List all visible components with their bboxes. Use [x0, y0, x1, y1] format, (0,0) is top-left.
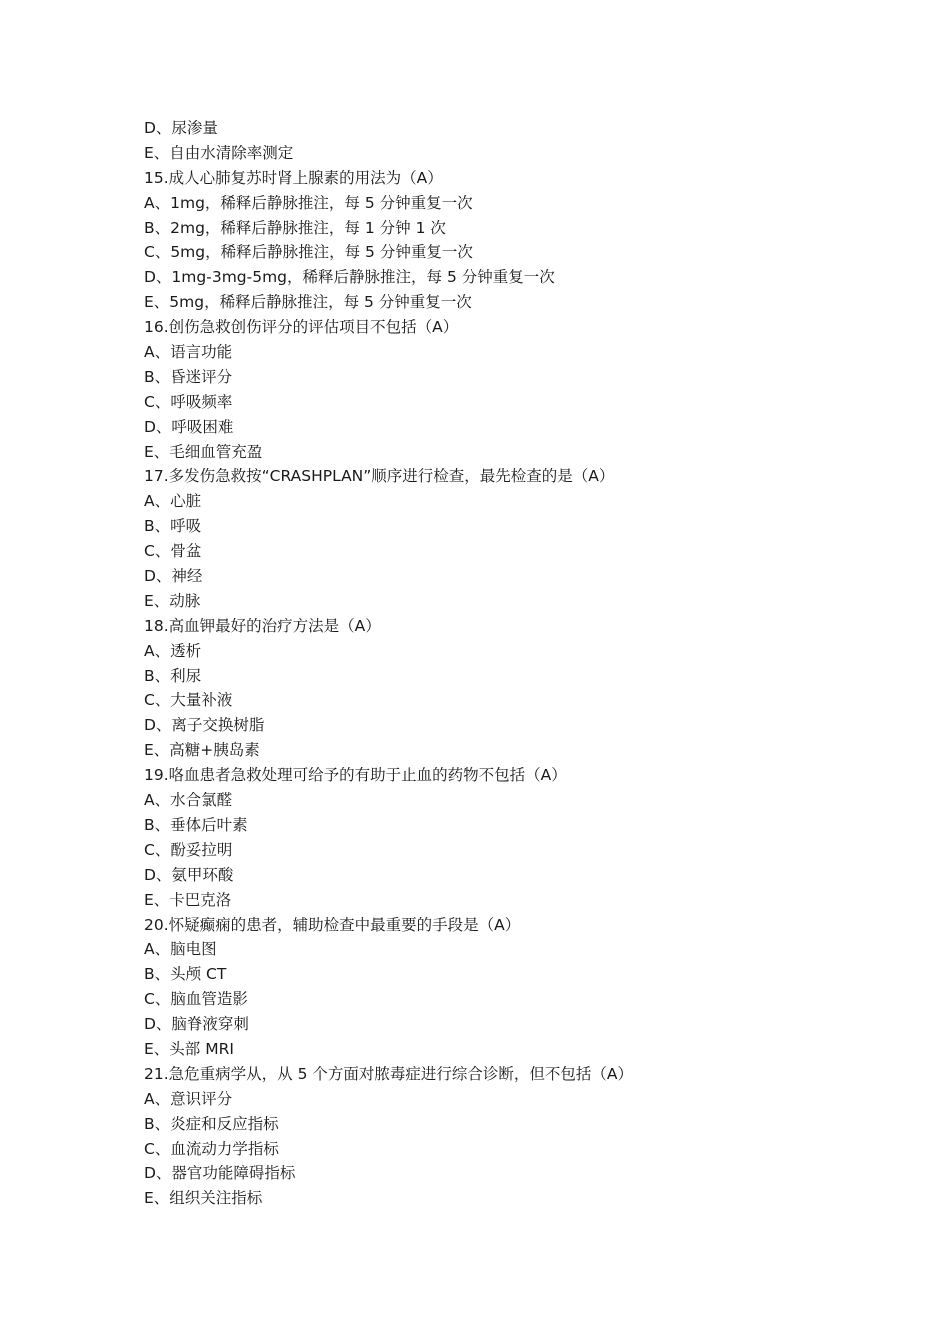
option-line: D、脑脊液穿刺: [144, 1015, 249, 1034]
option-line: E、5mg，稀释后静脉推注，每 5 分钟重复一次: [144, 293, 472, 312]
option-line: C、血流动力学指标: [144, 1139, 279, 1158]
option-line: B、头颅 CT: [144, 965, 227, 984]
option-line: C、呼吸频率: [144, 392, 233, 411]
option-line: B、垂体后叶素: [144, 815, 248, 834]
question-line: 21.急危重病学从，从 5 个方面对脓毒症进行综合诊断，但不包括（A）: [144, 1064, 633, 1083]
option-line: D、1mg-3mg-5mg，稀释后静脉推注，每 5 分钟重复一次: [144, 268, 555, 287]
option-line: D、器官功能障碍指标: [144, 1164, 296, 1183]
question-line: 19.咯血患者急救处理可给予的有助于止血的药物不包括（A）: [144, 766, 567, 785]
question-line: 20.怀疑癫痫的患者，辅助检查中最重要的手段是（A）: [144, 915, 521, 934]
option-line: A、水合氯醛: [144, 791, 233, 810]
option-line: A、透析: [144, 641, 202, 660]
option-line: E、毛细血管充盈: [144, 442, 263, 461]
option-line: D、离子交换树脂: [144, 716, 265, 735]
option-line: E、组织关注指标: [144, 1189, 263, 1208]
document-body: [144, 116, 844, 1211]
question-line: 18.高血钾最好的治疗方法是（A）: [144, 616, 381, 635]
question-line: 15.成人心肺复苏时肾上腺素的用法为（A）: [144, 168, 443, 187]
option-line: A、语言功能: [144, 343, 233, 362]
option-line: E、头部 MRI: [144, 1039, 234, 1058]
option-line: E、卡巴克洛: [144, 890, 232, 909]
option-line: C、大量补液: [144, 691, 233, 710]
option-line: A、心脏: [144, 492, 202, 511]
option-line: E、动脉: [144, 591, 201, 610]
option-line: B、2mg，稀释后静脉推注，每 1 分钟 1 次: [144, 218, 446, 237]
option-line: E、自由水清除率测定: [144, 143, 294, 162]
option-line: D、呼吸困难: [144, 417, 234, 436]
question-line: 17.多发伤急救按“CRASHPLAN”顺序进行检查，最先检查的是（A）: [144, 467, 615, 486]
option-line: A、意识评分: [144, 1089, 233, 1108]
option-line: B、炎症和反应指标: [144, 1114, 279, 1133]
option-line: B、昏迷评分: [144, 367, 233, 386]
option-line: B、利尿: [144, 666, 202, 685]
option-line: A、1mg，稀释后静脉推注，每 5 分钟重复一次: [144, 193, 473, 212]
option-line: C、脑血管造影: [144, 990, 248, 1009]
option-line: B、呼吸: [144, 517, 202, 536]
option-line: C、骨盆: [144, 542, 202, 561]
option-line: D、神经: [144, 567, 203, 586]
option-line: D、氨甲环酸: [144, 865, 234, 884]
option-line: E、高糖+胰岛素: [144, 741, 260, 760]
option-line: C、酚妥拉明: [144, 840, 233, 859]
option-line: A、脑电图: [144, 940, 217, 959]
option-line: C、5mg，稀释后静脉推注，每 5 分钟重复一次: [144, 243, 473, 262]
question-line: 16.创伤急救创伤评分的评估项目不包括（A）: [144, 318, 459, 337]
option-line: D、尿渗量: [144, 119, 218, 137]
